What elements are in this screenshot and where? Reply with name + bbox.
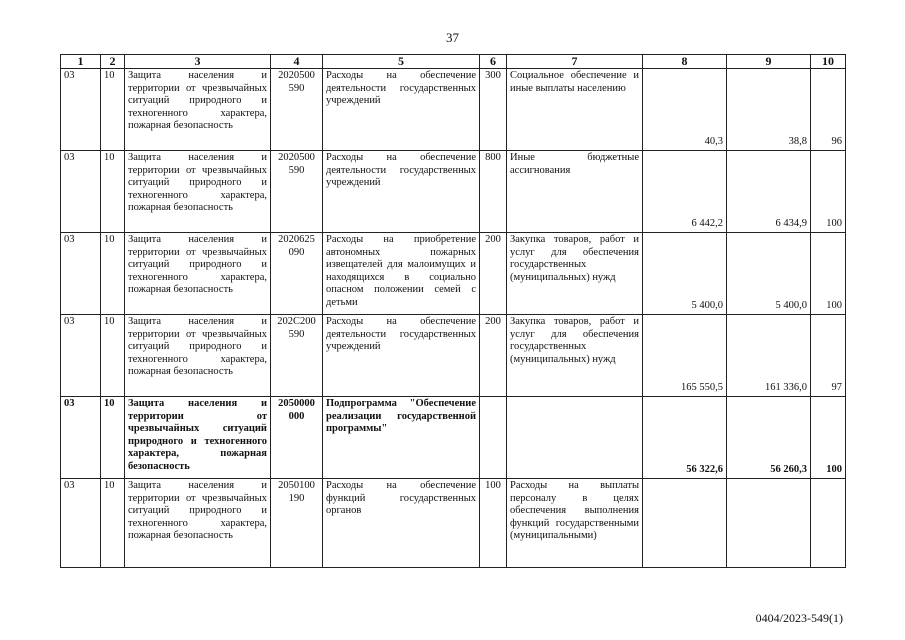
table-row	[61, 233, 846, 315]
section-name: Защита населения и территории от чрезвычайных ситуаций природного и техногенного характера, пожарная безопасность	[125, 233, 271, 315]
target-article-code: 2050000 000	[271, 397, 323, 479]
expense-type-name: Социальное обеспечение и иные выплаты населению	[507, 69, 643, 151]
section-code: 03	[61, 397, 101, 479]
planned-amount	[643, 479, 727, 568]
expense-type-code: 300	[480, 69, 507, 151]
section-name: Защита населения и территории от чрезвычайных ситуаций природного и техногенного характера, пожарная безопасность	[125, 397, 271, 479]
executed-amount: 56 260,3	[727, 397, 811, 479]
expense-type-code: 800	[480, 151, 507, 233]
expense-type-code: 100	[480, 479, 507, 568]
subsection-code: 10	[101, 397, 125, 479]
target-article-name: Расходы на обеспечение деятельности государственных учреждений	[323, 315, 480, 397]
target-article-name: Расходы на обеспечение функций государственных органов	[323, 479, 480, 568]
document-code: 0404/2023-549(1)	[755, 611, 843, 625]
expense-type-code	[480, 397, 507, 479]
section-name: Защита населения и территории от чрезвычайных ситуаций природного и техногенного характера, пожарная безопасность	[125, 151, 271, 233]
section-code: 03	[61, 69, 101, 151]
section-name: Защита населения и территории от чрезвычайных ситуаций природного и техногенного характера, пожарная безопасность	[125, 315, 271, 397]
execution-percent: 96	[811, 69, 846, 151]
header-row	[61, 55, 846, 69]
table-row	[61, 151, 846, 233]
expense-type-code: 200	[480, 233, 507, 315]
target-article-code: 2020500 590	[271, 151, 323, 233]
subsection-code: 10	[101, 69, 125, 151]
column-header: 8	[643, 55, 727, 69]
column-header: 5	[323, 55, 480, 69]
planned-amount: 40,3	[643, 69, 727, 151]
expense-type-name	[507, 397, 643, 479]
expense-type-name: Расходы на выплаты персоналу в целях обеспечения выполнения функций государственными (муниципальными)	[507, 479, 643, 568]
expense-type-name: Закупка товаров, работ и услуг для обеспечения государственных (муниципальных) нужд	[507, 233, 643, 315]
section-code: 03	[61, 151, 101, 233]
executed-amount: 6 434,9	[727, 151, 811, 233]
target-article-code: 2050100 190	[271, 479, 323, 568]
execution-percent: 97	[811, 315, 846, 397]
column-header: 4	[271, 55, 323, 69]
execution-percent: 100	[811, 233, 846, 315]
planned-amount: 56 322,6	[643, 397, 727, 479]
planned-amount: 6 442,2	[643, 151, 727, 233]
execution-percent	[811, 479, 846, 568]
table-row	[61, 69, 846, 151]
subsection-code: 10	[101, 233, 125, 315]
executed-amount: 5 400,0	[727, 233, 811, 315]
target-article-name: Подпрограмма "Обеспечение реализации государственной программы"	[323, 397, 480, 479]
planned-amount: 5 400,0	[643, 233, 727, 315]
column-header: 6	[480, 55, 507, 69]
table-row-subtotal	[61, 397, 846, 479]
planned-amount: 165 550,5	[643, 315, 727, 397]
section-code: 03	[61, 315, 101, 397]
executed-amount	[727, 479, 811, 568]
target-article-name: Расходы на обеспечение деятельности государственных учреждений	[323, 69, 480, 151]
execution-percent: 100	[811, 397, 846, 479]
execution-percent: 100	[811, 151, 846, 233]
target-article-code: 2020500 590	[271, 69, 323, 151]
target-article-code: 2020625 090	[271, 233, 323, 315]
target-article-name: Расходы на обеспечение деятельности государственных учреждений	[323, 151, 480, 233]
subsection-code: 10	[101, 315, 125, 397]
subsection-code: 10	[101, 479, 125, 568]
section-code: 03	[61, 233, 101, 315]
column-header: 10	[811, 55, 846, 69]
expense-type-name: Иные бюджетные ассигнования	[507, 151, 643, 233]
executed-amount: 38,8	[727, 69, 811, 151]
section-name: Защита населения и территории от чрезвычайных ситуаций природного и техногенного характера, пожарная безопасность	[125, 479, 271, 568]
subsection-code: 10	[101, 151, 125, 233]
column-header: 7	[507, 55, 643, 69]
executed-amount: 161 336,0	[727, 315, 811, 397]
page-number: 37	[446, 30, 459, 45]
column-header: 9	[727, 55, 811, 69]
section-name: Защита населения и территории от чрезвычайных ситуаций природного и техногенного характера, пожарная безопасность	[125, 69, 271, 151]
table-row	[61, 315, 846, 397]
table-row	[61, 479, 846, 568]
column-header: 1	[61, 55, 101, 69]
column-header: 3	[125, 55, 271, 69]
budget-table	[60, 54, 846, 568]
expense-type-name: Закупка товаров, работ и услуг для обеспечения государственных (муниципальных) нужд	[507, 315, 643, 397]
target-article-name: Расходы на приобретение автономных пожарных извещателей для малоимущих и находящихся в социально опасном положении семей с детьми	[323, 233, 480, 315]
target-article-code: 202С200 590	[271, 315, 323, 397]
column-header: 2	[101, 55, 125, 69]
expense-type-code: 200	[480, 315, 507, 397]
section-code: 03	[61, 479, 101, 568]
